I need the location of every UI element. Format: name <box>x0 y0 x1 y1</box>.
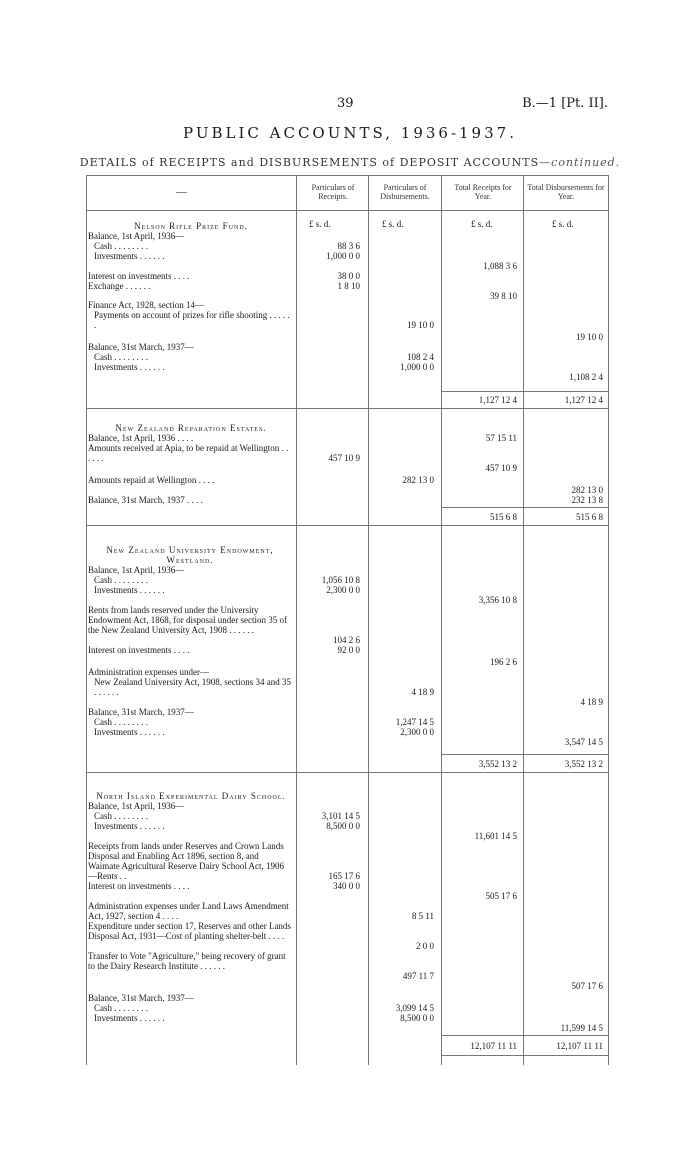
row-label: Investments . . . . . . <box>94 727 165 737</box>
section-total-receipts: 12,107 11 11 <box>470 1041 517 1051</box>
row-label: Expenditure under section 17, Reserves and other Lands Disposal Act, 1931—Cost of planting shelter-belt . . . . <box>88 921 291 941</box>
disbursement-value: 3,099 14 5 <box>395 1003 434 1013</box>
col-total-receipts-heading: Total Receipts for Year. <box>454 183 512 201</box>
accounts-table <box>86 175 609 1065</box>
col-total-disbursements-heading: Total Disbursements for Year. <box>527 183 605 201</box>
row-label: Cash . . . . . . . . <box>94 1003 148 1013</box>
row-label: Rents from lands reserved under the University Endowment Act, 1868, for disposal under section 35 of the New Zealand University Act, 1908 . . . . . . <box>88 605 287 635</box>
row-label: Cash . . . . . . . . <box>94 241 148 251</box>
row-label: Transfer to Vote "Agriculture," being recovery of grant to the Dairy Research Institute . . . . . . <box>88 951 286 971</box>
disbursement-value: 108 2 4 <box>407 352 434 362</box>
subtitle-continued: —continued. <box>539 156 621 169</box>
disbursement-value: 8 5 11 <box>411 911 434 921</box>
units-c2: £ s. d. <box>382 219 404 229</box>
disbursement-value: 2,300 0 0 <box>400 727 434 737</box>
row-label: Interest on investments . . . . <box>88 881 190 891</box>
page-subtitle <box>0 156 700 169</box>
row-label: Finance Act, 1928, section 14— <box>88 300 204 310</box>
section-total-disbursements: 515 6 8 <box>576 512 603 522</box>
row-label: Payments on account of prizes for rifle shooting . . . . . . <box>94 310 290 330</box>
units-c4: £ s. d. <box>552 219 574 229</box>
total-disbursements-value: 232 13 8 <box>571 495 603 505</box>
blank-column-dash: — <box>176 186 187 198</box>
row-label: Investments . . . . . . <box>94 585 165 595</box>
total-receipts-value: 505 17 6 <box>485 891 517 901</box>
units-c3: £ s. d. <box>471 219 493 229</box>
disbursement-value: 1,247 14 5 <box>395 717 434 727</box>
disbursement-value: 282 13 0 <box>402 475 434 485</box>
row-label: Balance, 1st April, 1936 . . . . <box>88 433 194 443</box>
row-label: Investments . . . . . . <box>94 1013 165 1023</box>
receipt-value: 92 0 0 <box>337 645 360 655</box>
total-disbursements-value: 1,108 2 4 <box>569 372 603 382</box>
row-label: New Zealand University Act, 1908, sections 34 and 35 . . . . . . <box>94 677 291 697</box>
row-label: Interest on investments . . . . <box>88 645 190 655</box>
disbursement-value: 8,500 0 0 <box>400 1013 434 1023</box>
total-receipts-value: 57 15 11 <box>485 433 517 443</box>
row-label: Investments . . . . . . <box>94 821 165 831</box>
section-total-receipts: 515 6 8 <box>490 512 517 522</box>
total-receipts-value: 11,601 14 5 <box>474 831 517 841</box>
page-title: PUBLIC ACCOUNTS, 1936-1937. <box>183 124 517 142</box>
row-label: Amounts repaid at Wellington . . . . <box>88 475 215 485</box>
section-total-receipts: 3,552 13 2 <box>478 759 517 769</box>
row-label: Balance, 31st March, 1937 . . . . <box>88 495 203 505</box>
col-disbursements-heading: Particulars of Disbursements. <box>380 183 430 201</box>
receipt-value: 1 8 10 <box>337 281 360 291</box>
row-label: Cash . . . . . . . . <box>94 717 148 727</box>
row-label: Cash . . . . . . . . <box>94 575 148 585</box>
total-disbursements-value: 11,599 14 5 <box>560 1023 603 1033</box>
row-label: Balance, 31st March, 1937— <box>88 707 194 717</box>
receipt-value: 8,500 0 0 <box>326 821 360 831</box>
total-disbursements-value: 3,547 14 5 <box>564 737 603 747</box>
total-disbursements-value: 282 13 0 <box>571 485 603 495</box>
receipt-value: 38 0 0 <box>337 271 360 281</box>
section-total-disbursements: 12,107 11 11 <box>556 1041 603 1051</box>
total-receipts-value: 1,088 3 6 <box>483 261 517 271</box>
disbursement-value: 2 0 0 <box>416 941 434 951</box>
total-disbursements-value: 507 17 6 <box>571 981 603 991</box>
total-disbursements-value: 4 18 9 <box>580 697 603 707</box>
total-disbursements-value: 19 10 0 <box>576 332 603 342</box>
section-total-disbursements: 3,552 13 2 <box>564 759 603 769</box>
total-receipts-value: 39 8 10 <box>490 291 517 301</box>
units-c1: £ s. d. <box>309 219 331 229</box>
receipt-value: 1,056 10 8 <box>321 575 360 585</box>
disbursement-value: 19 10 0 <box>407 320 434 330</box>
receipt-value: 2,300 0 0 <box>326 585 360 595</box>
disbursement-value: 4 18 9 <box>411 687 434 697</box>
receipt-value: 3,101 14 5 <box>321 811 360 821</box>
total-receipts-value: 3,356 10 8 <box>478 595 517 605</box>
row-label: Balance, 1st April, 1936— <box>88 801 185 811</box>
row-label: Cash . . . . . . . . <box>94 811 148 821</box>
row-label: Administration expenses under— <box>88 667 209 677</box>
row-label: Exchange . . . . . . <box>88 281 151 291</box>
col-receipts-heading: Particulars of Receipts. <box>311 183 355 201</box>
section-heading: New Zealand University Endowment, Westland. <box>106 545 274 565</box>
subtitle-main: DETAILS of RECEIPTS and DISBURSEMENTS of DEPOSIT ACCOUNTS <box>79 156 540 169</box>
section-heading: North Island Experimental Dairy School. <box>96 791 286 801</box>
receipt-value: 340 0 0 <box>333 881 360 891</box>
receipt-value: 88 3 6 <box>337 241 360 251</box>
row-label: Investments . . . . . . <box>94 251 165 261</box>
total-receipts-value: 196 2 6 <box>490 657 517 667</box>
receipt-value: 1,000 0 0 <box>326 251 360 261</box>
section-heading: New Zealand Reparation Estates. <box>115 423 267 433</box>
section-heading: Nelson Rifle Prize Fund. <box>134 221 248 231</box>
receipt-value: 165 17 6 <box>328 871 360 881</box>
document-reference: B.—1 [Pt. II]. <box>522 96 608 111</box>
section-total-disbursements: 1,127 12 4 <box>564 395 603 405</box>
row-label: Receipts from lands under Reserves and Crown Lands Disposal and Enabling Act 1896, section 8, and Waimate Agricultural Reserve Dairy School Act, 1906—Rents . . <box>88 841 284 881</box>
row-label: Interest on investments . . . . <box>88 271 190 281</box>
row-label: Administration expenses under Land Laws Amendment Act, 1927, section 4 . . . . <box>88 901 289 921</box>
receipt-value: 457 10 9 <box>328 453 360 463</box>
receipt-value: 104 2 6 <box>333 635 360 645</box>
row-label: Investments . . . . . . <box>94 362 165 372</box>
disbursement-value: 1,000 0 0 <box>400 362 434 372</box>
page-number: 39 <box>337 96 354 111</box>
row-label: Amounts received at Apia, to be repaid at Wellington . . . . . . <box>88 443 289 463</box>
row-label: Cash . . . . . . . . <box>94 352 148 362</box>
row-label: Balance, 1st April, 1936— <box>88 565 185 575</box>
total-receipts-value: 457 10 9 <box>485 463 517 473</box>
section-total-receipts: 1,127 12 4 <box>478 395 517 405</box>
disbursement-value: 497 11 7 <box>402 971 434 981</box>
row-label: Balance, 31st March, 1937— <box>88 993 194 1003</box>
row-label: Balance, 1st April, 1936— <box>88 231 185 241</box>
row-label: Balance, 31st March, 1937— <box>88 342 194 352</box>
